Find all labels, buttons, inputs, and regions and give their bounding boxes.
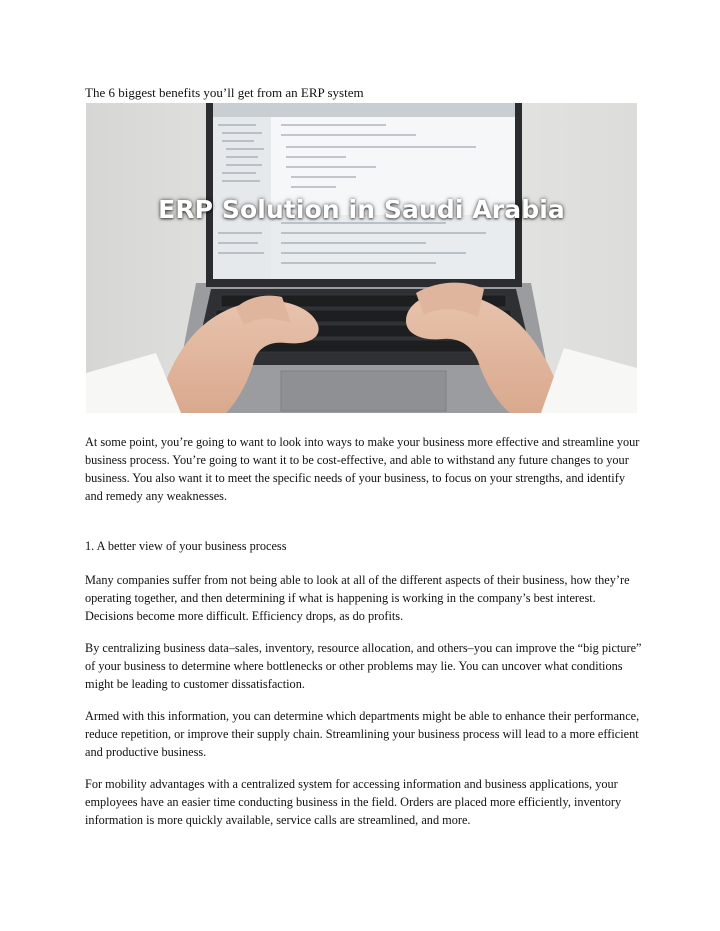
section-heading: 1. A better view of your business process [85,539,287,553]
body-paragraph: By centralizing business data–sales, inventory, resource allocation, and others–you can improve the “big picture” of your business to determine where bottlenecks or other problems may lie. You can uncover what conditions might be leading to customer dissatisfaction. [85,641,642,691]
body-paragraph: Armed with this information, you can determine which departments might be able to enhance their performance, reduce repetition, or improve their supply chain. Streamlining your business process will lead to a more efficient and productive business. [85,709,640,759]
body-paragraph: For mobility advantages with a centralized system for accessing information and business applications, your employees have an easier time conducting business in the field. Orders are placed more efficiently, inventory information is more quickly available, service calls are streamlined, and more. [85,777,622,827]
document-title: The 6 biggest benefits you’ll get from an ERP system [85,85,364,100]
body-paragraph: Many companies suffer from not being able to look at all of the different aspects of their business, how they’re operating together, and then determining if what is happening is working in the company’s best interest. Decisions become more difficult. Efficiency drops, as do profits. [85,573,630,623]
hero-caption: ERP Solution in Saudi Arabia [158,195,565,224]
laptop-typing-photo-icon [86,103,637,413]
intro-paragraph: At some point, you’re going to want to look into ways to make your business more effective and streamline your business process. You’re going to want it to be cost-effective, and able to withstand any future changes to your business. You also want it to meet the specific needs of your business, to focus on your strengths, and identify and remedy any weaknesses. [85,435,640,503]
hero-image [86,103,637,413]
